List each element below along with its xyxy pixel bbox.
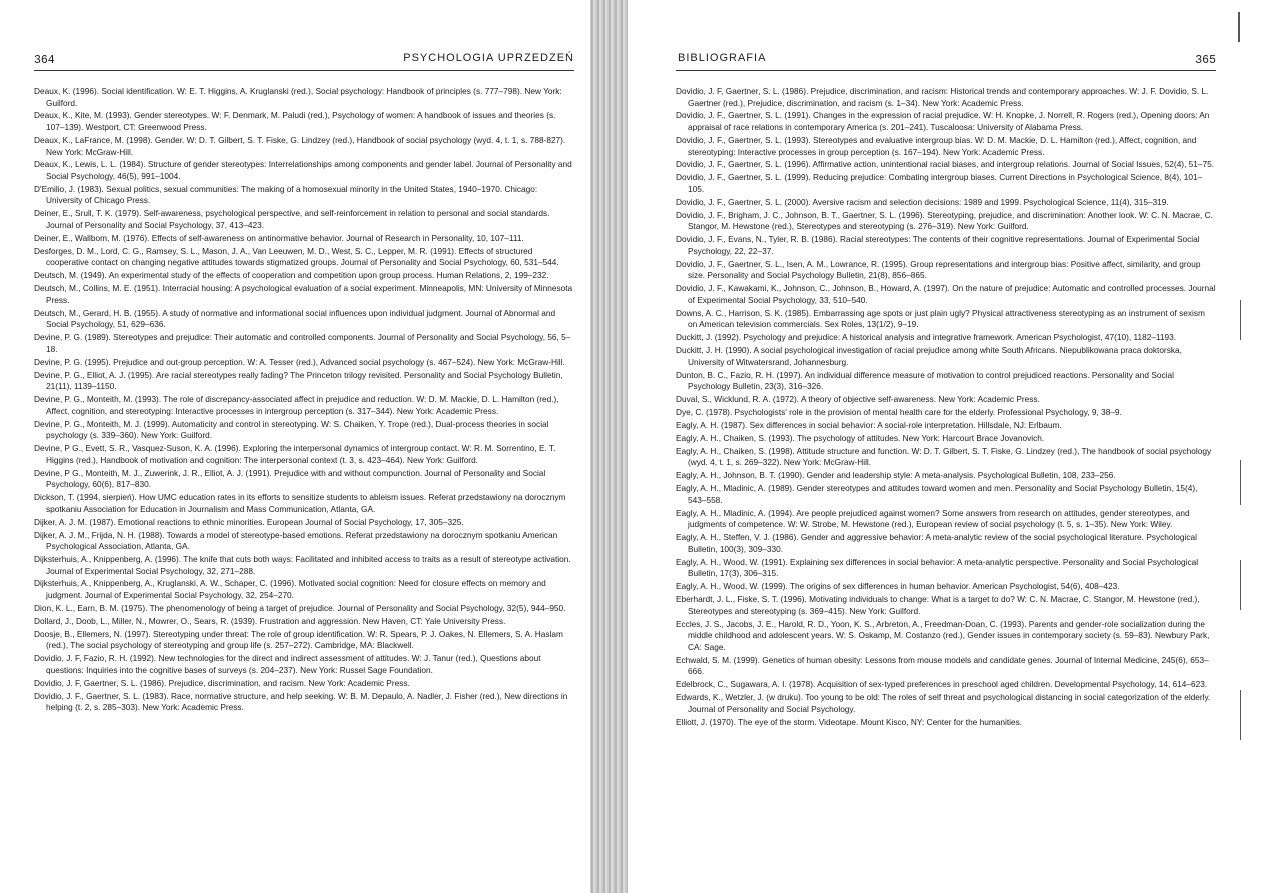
reference-entry: Eagly, A. H., Wood, W. (1999). The origins of sex differences in human behavior. American Psychologist, 54(6), 408–423. [676,581,1120,592]
reference-entry: Devine, P G., Monteith, M. J., Zuwerink, J. R., Elliot, A. J. (1991). Prejudice with and without compunction. Journal of Personality and Social Psychology, 60(6), 817–830. [34,467,546,490]
scan-edge-mark [1238,12,1240,42]
reference-entry: Edwards, K., Wetzler, J. (w druku). Too young to be old: The roles of self threat and psychological distancing in social categorization of the elderly. Journal of Personality and Social Psychology. [676,692,1211,714]
reference-entry: Dovidio, J. F, Fazio, R. H. (1992). New technologies for the direct and indirect assessment of attitudes. W: J. Tanur (red.), Questions about questions: Inquiries into the cognitive bases of surveys (s. 204–237). New York: Russel Sage Foundation. [34,653,541,675]
reference-entry: Dovidio, J. F., Gaertner, S. L. (1999). Reducing prejudice: Combating intergroup biases. Current Directions in Psychological Science, 8(4), 101–105. [676,172,1203,194]
reference-entry: Dijksterhuis, A., Knippenberg, A., Kruglanski, A. W., Schaper, C. (1996). Motivated social cognition: Need for closure effects on memory and judgment. Journal of Experimental Social Psychology, 32, 254–270. [34,578,546,601]
scan-edge-mark [1240,560,1241,610]
left-page-header [34,52,574,71]
right-page-header [676,52,1216,71]
reference-entry: Elliott, J. (1970). The eye of the storm. Videotape. Mount Kisco, NY: Center for the humanities. [676,716,1023,727]
reference-entry: Dollard, J., Doob, L., Miller, N., Mowrer, O., Sears, R. (1939). Frustration and aggression. New Haven, CT: Yale University Press. [34,615,506,626]
reference-entry: Eagly, A. H., Mladinic, A. (1994). Are people prejudiced against women? Some answers from research on attitudes, gender stereotypes, and judgments of competence. W: W. Strobe, M. Hewstone (red.), European review of social psychology (t. 5, s. 1–35). New York: Wiley. [676,507,1190,530]
reference-list [34,86,574,715]
right-page [676,0,1216,893]
reference-entry: Eagly, A. H., Chaiken, S. (1998). Attitude structure and function. W: D. T. Gilbert, S. T. Fiske, G. Lindzey (red.), The handbook of social psychology (wyd. 4, t. 1, s. 269–322). New York: McGraw-Hill. [676,445,1212,468]
reference-entry: Eagly, A. H., Johnson, B. T. (1990). Gender and leadership style: A meta-analysis. Psychological Bulletin, 108, 233–256. [676,470,1116,481]
reference-entry: Echwald, S. M. (1999). Genetics of human obesity: Lessons from mouse models and candidate genes. Journal of Internal Medicine, 245(6), 653–666. [676,654,1209,677]
reference-entry: Desforges, D. M., Lord, C. G., Ramsey, S. L., Mason, J. A., Van Leeuwen, M. D., West, S. C., Lepper, M. R. (1991). Effects of structured cooperative contact on changing negative attitudes towards stigmatized groups. Journal of Personality and Social Psychology, 60, 531–544. [34,245,559,268]
reference-entry: Dovidio, J. F., Gaertner, S. L. (1983). Race, normative structure, and help seeking. W: B. M. Depaulo, A. Nadler, J. Fisher (red.), New directions in helping (t. 2, s. 285–303). New York: Academic Press. [34,690,568,713]
reference-entry: Eagly, A. H. (1987). Sex differences in social behavior: A social-role interpretation. Hillsdale, NJ: Erlbaum. [676,420,1062,431]
scan-edge-mark [1240,300,1241,340]
reference-entry: Deutsch, M., Gerard, H. B. (1955). A study of normative and informational social influences upon individual judgment. Journal of Abnormal and Social Psychology, 51, 629–636. [34,307,556,330]
reference-entry: Dovidio, J. F., Gaertner, S. L. (1993). Stereotypes and evaluative intergroup bias. W: D. M. Mackie, D. L. Hamilton (red.), Affect, cognition, and stereotyping: Interactive processes in group perception (s. 167–194). New York: Academic Press. [676,134,1197,157]
scan-edge-mark [1240,690,1241,740]
reference-entry: Eagly, A. H., Steffen, V. J. (1986). Gender and aggressive behavior: A meta-analytic review of the social psychological literature. Psychological Bulletin, 100(3), 309–330. [676,532,1197,554]
book-gutter [590,0,628,893]
reference-entry: Deutsch, M., Collins, M. E. (1951). Interracial housing: A psychological evaluation of a social experiment. Minneapolis, MN: University of Minnesota Press. [34,283,573,305]
reference-entry: Deiner, E., Wallbom, M. (1976). Effects of self-awareness on antinormative behavior. Journal of Research in Personality, 10, 107–111. [34,232,524,243]
reference-entry: Deaux, K., Lewis, L. L. (1984). Structure of gender stereotypes: Interrelationships among components and gender label. Journal of Personality and Social Psychology, 46(5), 991–1004. [34,159,572,181]
reference-entry: Dovidio, J. F, Gaertner, S. L. (1986). Prejudice, discrimination, and racism. New York: Academic Press. [34,677,410,688]
scan-edge-mark [1240,460,1241,505]
reference-entry: Eagly, A. H., Mladinic, A. (1989). Gender stereotypes and attitudes toward women and men. Personality and Social Psychology Bulletin, 15(4), 543–558. [676,483,1198,505]
reference-entry: Devine, P. G. (1995). Prejudice and out-group perception. W: A. Tesser (red.), Advanced social psychology (s. 467–524). New York: McGraw-Hill. [34,356,565,367]
reference-entry: Dijker, A. J. M. (1987). Emotional reactions to ethnic minorities. European Journal of Social Psychology, 17, 305–325. [34,516,464,527]
reference-entry: Devine, P. G., Elliot, A. J. (1995). Are racial stereotypes really fading? The Princeton trilogy revisited. Personality and Social Psychology Bulletin, 21(11), 1139–1150. [34,369,563,392]
reference-entry: Duval, S., Wicklund, R. A. (1972). A theory of objective self-awareness. New York: Academic Press. [676,394,1040,405]
reference-list [676,86,1216,730]
reference-entry: Doosje, B., Ellemers, N. (1997). Stereotyping under threat: The role of group identification. W: R. Spears, P. J. Oakes, N. Ellemers, S. A. Haslam (red.), The social psychology of stereotyping and group life (s. 257–272). Cambridge, MA: Blackwell. [34,628,563,651]
reference-entry: Dovidio, J. F., Evans, N., Tyler, R. B. (1986). Racial stereotypes: The contents of their cognitive representations. Journal of Experimental Social Psychology, 22, 22–37. [676,234,1200,256]
reference-entry: Dunton, B. C., Fazio, R. H. (1997). An individual difference measure of motivation to control prejudiced reactions. Personality and Social Psychology Bulletin, 23(3), 316–326. [676,369,1174,392]
reference-entry: Edelbrock, C., Sugawara, A. I. (1978). Acquisition of sex-typed preferences in preschool aged children. Developmental Psychology, 14, 614–623. [676,679,1208,690]
reference-entry: Dovidio, J. F, Gaertner, S. L. (1986). Prejudice, discrimination, and racism: Historical trends and contemporary approaches. W: J. F. Dovidio, S. L. Gaertner (red.), Prejudice, discrimination, and racism (s. 1–34). New York: Academic Press. [676,86,1209,108]
reference-entry: D'Emilio, J. (1983). Sexual politics, sexual communities: The making of a homosexual minority in the United States, 1940–1970. Chicago: University of Chicago Press. [34,183,538,206]
reference-entry: Deaux, K., LaFrance, M. (1998). Gender. W: D. T. Gilbert, S. T. Fiske, G. Lindzey (red.), Handbook of social psychology (wyd. 4, t. 1, s. 788-827). New York: McGraw-Hill. [34,134,566,157]
page-number: 365 [1195,54,1216,67]
reference-entry: Downs, A. C., Harrison, S. K. (1985). Embarrassing age spots or just plain ugly? Physical attractiveness stereotyping as an instrument of sexism on American television commercials. Sex Roles, 13(1/2), 9–19. [676,307,1205,330]
reference-entry: Devine, P G., Evett, S. R., Vasquez-Suson, K. A. (1996). Exploring the interpersonal dynamics of intergroup contact. W: R. M. Sorrentino, E. T. Higgins (red.), Handbook of motivation and cognition: The interpersonal context (t. 3, s. 423–464). New York: Guilford. [34,443,556,465]
reference-entry: Dijker, A. J. M., Frijda, N. H. (1988). Towards a model of stereotype-based emotions. Referat przedstawiony na dorocznym spotkaniu American Psychological Association, Atlanta, GA. [34,529,558,552]
running-head: PSYCHOLOGIA UPRZEDZEŃ [403,52,574,64]
reference-entry: Devine, P. G. (1989). Stereotypes and prejudice: Their automatic and controlled components. Journal of Personality and Social Psychology, 56, 5–18. [34,332,571,354]
reference-entry: Dion, K. L., Earn, B. M. (1975). The phenomenology of being a target of prejudice. Journal of Personality and Social Psychology, 32(5), 944–950. [34,602,566,613]
reference-entry: Dovidio, J. F., Gaertner, S. L. (1996). Affirmative action, unintentional racial biases, and intergroup relations. Journal of Social Issues, 52(4), 51–75. [676,159,1215,170]
reference-entry: Devine, P. G., Monteith, M. (1993). The role of discrepancy-associated affect in prejudice and reduction. W: D. M. Mackie, D. L. Hamilton (red.), Affect, cognition, and stereotyping: Interactive processes in intergroup perception (s. 317–344). New York: Academic Press. [34,394,559,416]
reference-entry: Dovidio, J. F., Gaertner, S. L. (1991). Changes in the expression of racial prejudice. W: H. Knopke, J. Norrell, R. Rogers (red.), Opening doors: An appraisal of race relations in contemporary America (s. 201–241). Tuscaloosa: University of Alabama Press. [676,110,1210,133]
reference-entry: Deaux, K., Kite, M. (1993). Gender stereotypes. W: F. Denmark, M. Paludi (red.), Psychology of women: A handbook of issues and theories (s. 107–139). Westport, CT: Greenwood Press. [34,110,556,133]
reference-entry: Deaux, K. (1996). Social identification. W: E. T. Higgins, A. Kruglanski (red.), Social psychology: Handbook of principles (s. 777–798). New York: Guilford. [34,86,562,108]
reference-entry: Dovidio, J. F., Gaertner, S. L. (2000). Aversive racism and selection decisions: 1989 and 1999. Psychological Science, 11(4), 315–319. [676,196,1169,207]
reference-entry: Deiner, E., Srull, T. K. (1979). Self-awareness, psychological perspective, and self-reinforcement in relation to personal and social standards. Journal of Personality and Social Psychology, 37, 413–423. [34,208,550,230]
reference-entry: Duckitt, J. (1992). Psychology and prejudice: A historical analysis and integrative framework. American Psychologist, 47(10), 1182–1193. [676,332,1177,343]
reference-entry: Dovidio, J. F., Gaertner, S. L., Isen, A. M., Lowrance, R. (1995). Group representations and intergroup bias: Positive affect, similarity, and group size. Personality and Social Psychology Bulletin, 21(8), 856–865. [676,258,1201,281]
reference-entry: Deutsch, M. (1949). An experimental study of the effects of cooperation and competition upon group process. Human Relations, 2, 199–232. [34,270,549,281]
page-number: 364 [34,54,55,67]
reference-entry: Dickson, T. (1994, sierpień). How UMC education rates in its efforts to sensitize students to ableism issues. Referat przedstawiony na dorocznym spotkaniu Association for Education in Journalism and Mass Communication, Atlanta, GA. [34,492,566,514]
running-head: BIBLIOGRAFIA [678,52,767,64]
reference-entry: Eagly, A. H., Chaiken, S. (1993). The psychology of attitudes. New York: Harcourt Brace Jovanovich. [676,432,1045,443]
reference-entry: Devine, P. G., Monteith, M. J. (1999). Automaticity and control in stereotyping. W: S. Chaiken, Y. Trope (red.), Dual-process theories in social psychology (s. 339–360). New York: Guilford. [34,418,549,441]
reference-entry: Eccles, J. S., Jacobs, J. E., Harold, R. D., Yoon, K. S., Arbreton, A., Freedman-Doan, C. (1993). Parents and gender-role socialization during the middle childhood and adolescent years. W: S. Oskamp, M. Costanzo (red.), Gender issues in contemporary society (s. 59–83). Newbury Park, CA: Sage. [676,618,1210,652]
reference-entry: Dovidio, J. F., Kawakami, K., Johnson, C., Johnson, B., Howard, A. (1997). On the nature of prejudice: Automatic and controlled processes. Journal of Experimental Social Psychology, 33, 510–540. [676,283,1216,305]
reference-entry: Dovidio, J. F., Brigham, J. C., Johnson, B. T., Gaertner, S. L. (1996). Stereotyping, prejudice, and discrimination: Another look. W: C. N. Macrae, C. Stangor, M. Hewstone (red.), Stereotypes and stereotyping (s. 276–319). New York: Guilford. [676,209,1213,232]
reference-entry: Eagly, A. H., Wood, W. (1991). Explaining sex differences in social behavior: A meta-analytic perspective. Personality and Social Psychological Bulletin, 17(3), 306–315. [676,556,1199,579]
reference-entry: Dijksterhuis, A., Knippenberg, A. (1996). The knife that cuts both ways: Facilitated and inhibited access to traits as a result of stereotype activation. Journal of Experimental Social Psychology, 32, 271–288. [34,553,571,576]
reference-entry: Duckitt, J. H. (1990). A social psychological investigation of racial prejudice among white South Africans. Niepublikowana praca doktorska, University of Witwatersrand, Johannesburg. [676,345,1182,367]
left-page [34,0,574,893]
reference-entry: Dye, C. (1978). Psychologists' role in the provision of mental health care for the elderly. Professional Psychology, 9, 38–9. [676,407,1122,418]
reference-entry: Eberhardt, J. L., Fiske, S. T. (1996). Motivating individuals to change: What is a target to do? W: C. N. Macrae, C. Stangor, M. Hewstone (red.), Stereotypes and stereotyping (s. 369–415). New York: Guilford. [676,594,1200,616]
